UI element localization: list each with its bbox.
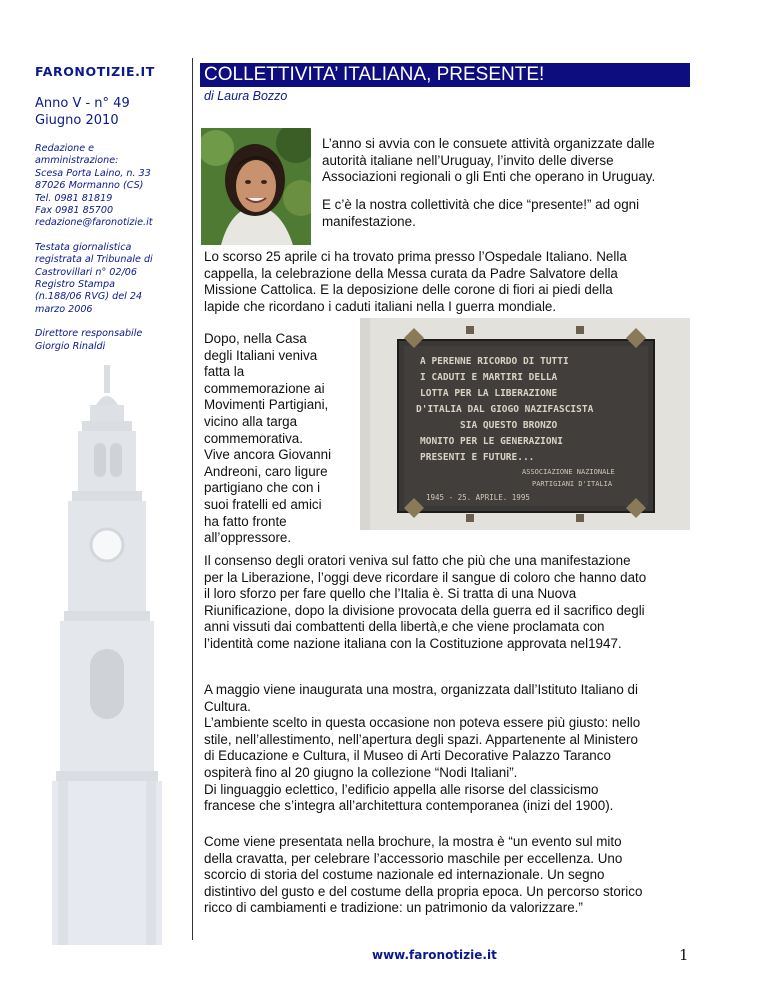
editorial-line: Fax 0981 85700 <box>35 205 114 217</box>
text-line: degli Italiani veniva <box>204 347 318 363</box>
registration-line: Castrovillari n° 02/06 <box>35 266 137 278</box>
issue-date: Giugno 2010 <box>35 113 119 128</box>
text-line: Lo scorso 25 aprile ci ha trovato prima presso l’Ospedale Italiano. Nella <box>204 249 627 264</box>
text-line: della cravatta, per celebrare l’accessorio maschile per eccellenza. Uno <box>204 850 623 866</box>
text-line: L’anno si avvia con le consuete attività organizzate dalle <box>322 136 655 151</box>
text-line: ha fatto fronte <box>204 513 287 529</box>
director-line: Direttore responsabile <box>35 328 143 340</box>
text-line: Andreoni, caro ligure <box>204 463 328 479</box>
text-line: Vive ancora Giovanni <box>204 447 332 463</box>
text-line: distintivo del gusto e del costume della propria epoca. Un percorso storico <box>204 883 643 899</box>
editorial-email: redazione@faronotizie.it <box>35 217 153 229</box>
paragraph-oratori <box>204 553 646 653</box>
text-line: fatta la <box>204 364 245 380</box>
paragraph-mostra <box>204 682 640 815</box>
text-line: E c’è la nostra collettività che dice “presente!” ad ogni <box>322 197 640 212</box>
text-line: Di linguaggio eclettico, l’edificio appella alle risorse del classicismo <box>204 781 599 797</box>
text-line: Come viene presentata nella brochure, la mostra è “un evento sul mito <box>204 834 622 849</box>
text-line: partigiano che con i <box>204 480 321 496</box>
plaque-line: PRESENTI E FUTURE... <box>420 452 535 463</box>
colophon <box>35 143 185 353</box>
text-line: Riunificazione, dopo la divisione provocata della guerra ed il sacrifico degli <box>204 602 645 618</box>
author-photo <box>201 128 311 245</box>
text-line: l’identità come nazione italiana con la Costituzione approvata nel1947. <box>204 635 622 651</box>
text-line: ospiterà fino al 20 giugno la collezione “Nodi Italiani”. <box>204 764 518 780</box>
registration-info <box>35 242 185 316</box>
bell-tower-watermark-icon <box>38 365 178 945</box>
text-line: lapide che ricordano i caduti italiani nella I guerra mondiale. <box>204 298 557 314</box>
text-line: vicino alla targa <box>204 413 298 429</box>
plaque-photo <box>360 318 690 530</box>
text-line: A maggio viene inaugurata una mostra, organizzata dall’Istituto Italiano di <box>204 682 638 697</box>
editorial-line: Redazione e <box>35 143 95 154</box>
text-line: per la Liberazione, l’oggi deve ricordare il sangue di coloro che hanno dato <box>204 569 647 585</box>
editorial-line: amministrazione: <box>35 155 119 167</box>
registration-line: marzo 2006 <box>35 303 93 315</box>
text-line: Il consenso degli oratori veniva sul fatto che più che una manifestazione <box>204 553 631 568</box>
page-number: 1 <box>679 946 689 964</box>
text-line: autorità italiane nell’Uruguay, l’invito delle diverse <box>322 152 614 168</box>
plaque-line: D'ITALIA DAL GIOGO NAZIFASCISTA <box>416 404 594 415</box>
paragraph-presente <box>322 197 639 230</box>
text-line: cappella, la celebrazione della Messa curata da Padre Salvatore della <box>204 265 618 281</box>
text-line: anni vissuti dai combattenti della libertà,e che viene proclamata con <box>204 619 605 635</box>
plaque-line: A PERENNE RICORDO DI TUTTI <box>420 356 569 367</box>
text-line: Missione Cattolica. E la deposizione delle corone di fiori ai piedi della <box>204 282 613 298</box>
registration-line: Registro Stampa <box>35 279 115 291</box>
issue-number: Anno V - n° 49 <box>35 96 130 111</box>
editorial-line: 87026 Mormanno (CS) <box>35 180 144 192</box>
masthead: FARONOTIZIE.IT <box>35 64 155 79</box>
article-title: COLLETTIVITA’ ITALIANA, PRESENTE! <box>200 63 690 87</box>
registration-line: Testata giornalistica <box>35 241 132 253</box>
plaque-line: I CADUTI E MARTIRI DELLA <box>420 372 558 383</box>
text-line: L’ambiente scelto in questa occasione non poteva essere più giusto: nello <box>204 715 641 731</box>
registration-line: registrata al Tribunale di <box>35 254 153 266</box>
plaque-line: SIA QUESTO BRONZO <box>460 420 558 431</box>
text-line: francese che s’integra all’architettura contemporanea (inizi del 1900). <box>204 798 614 814</box>
plaque-association: ASSOCIAZIONE NAZIONALE <box>522 468 615 476</box>
registration-line: (n.188/06 RVG) del 24 <box>35 291 143 303</box>
text-line: Associazioni regionali o gli Enti che operano in Uruguay. <box>322 169 656 185</box>
plaque-association: PARTIGIANI D'ITALIA <box>532 480 613 488</box>
column-divider <box>192 58 193 940</box>
paragraph-casa-italiani <box>204 331 331 547</box>
text-line: il loro sforzo per fare quello che l’Italia è. Si tratta di una Nuova <box>204 586 577 602</box>
plaque-line: LOTTA PER LA LIBERAZIONE <box>420 388 558 399</box>
text-line: Dopo, nella Casa <box>204 331 307 346</box>
text-line: suoi fratelli ed amici <box>204 496 322 512</box>
text-line: scorcio di storia del costume nazionale ed internazionale. Un segno <box>204 867 605 883</box>
text-line: manifestazione. <box>322 213 416 229</box>
editorial-address <box>35 143 185 230</box>
text-line: stile, nell’allestimento, nell’apertura degli spazi. Appartenente al Ministero <box>204 731 638 747</box>
plaque-line: MONITO PER LE GENERAZIONI <box>420 436 563 447</box>
text-line: ricco di cambiamenti e tradizione: un patrimonio da valorizzare.” <box>204 900 583 916</box>
text-line: commemorazione ai <box>204 380 325 396</box>
editorial-line: Tel. 0981 81819 <box>35 192 113 204</box>
text-line: Cultura. <box>204 698 251 714</box>
text-line: di Educazione e Cultura, il Museo di Arti Decorative Palazzo Taranco <box>204 748 611 764</box>
plaque-dates: 1945 - 25. APRILE. 1995 <box>426 493 530 502</box>
paragraph-brochure <box>204 834 642 917</box>
text-line: Movimenti Partigiani, <box>204 397 329 413</box>
text-line: all’oppressore. <box>204 530 292 546</box>
director-line: Giorgio Rinaldi <box>35 340 106 352</box>
text-line: commemorativa. <box>204 430 303 446</box>
article-byline: di Laura Bozzo <box>204 89 288 103</box>
issue-info <box>35 95 185 129</box>
sidebar <box>35 64 185 365</box>
footer-website-link[interactable]: www.faronotizie.it <box>372 948 497 962</box>
editorial-line: Scesa Porta Laino, n. 33 <box>35 167 151 179</box>
paragraph-25-aprile <box>204 249 627 315</box>
paragraph-intro <box>322 136 655 186</box>
director-info <box>35 328 185 353</box>
